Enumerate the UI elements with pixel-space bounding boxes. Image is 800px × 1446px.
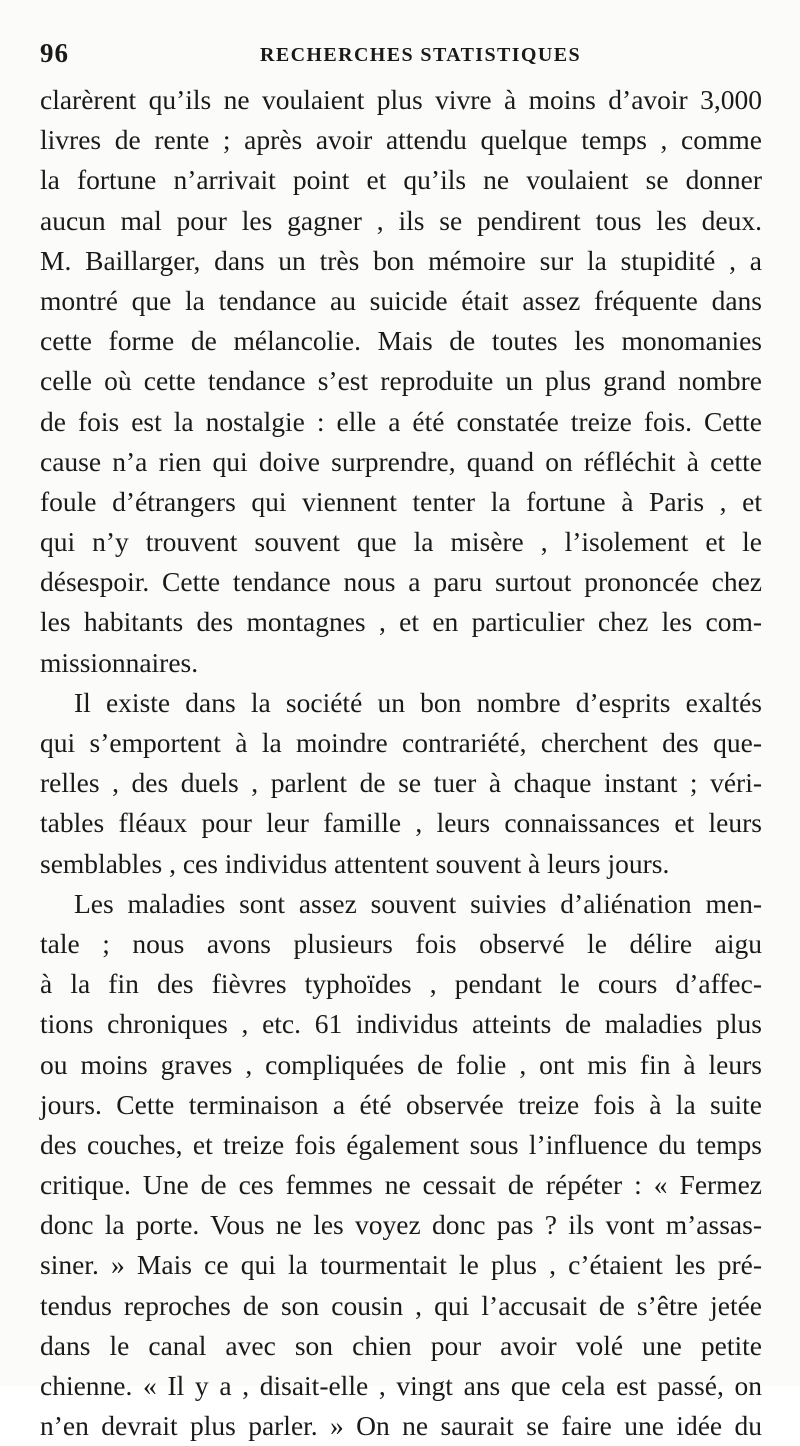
body-text <box>40 80 762 1446</box>
text-line: les habitants des montagnes , et en particulier chez les com- <box>40 606 762 638</box>
text-line: de fois est la nostalgie : elle a été constatée treize fois. Cette <box>40 405 762 437</box>
text-line: qui s’emportent à la moindre contrariété, cherchent des que- <box>40 727 762 758</box>
text-line: dans le canal avec son chien pour avoir volé une petite <box>40 1329 762 1361</box>
text-line: tions chroniques , etc. 61 individus atteints de maladies plus <box>40 1008 762 1040</box>
text-line: critique. Une de ces femmes ne cessait de répéter : « Fermez <box>40 1169 762 1201</box>
text-line: missionnaires. <box>40 646 199 678</box>
page-header <box>40 38 760 72</box>
text-line: qui n’y trouvent souvent que la misère , l’isolement et le <box>40 526 762 558</box>
text-line: Il existe dans la société un bon nombre d’esprits exaltés <box>74 686 762 718</box>
text-line: celle où cette tendance s’est reproduite un plus grand nombre <box>40 365 762 397</box>
text-line: ou moins graves , compliquées de folie , ont mis fin à leurs <box>40 1048 762 1080</box>
text-line: aucun mal pour les gagner , ils se pendirent tous les deux. <box>40 204 762 236</box>
text-line: chienne. « Il y a , disait-elle , vingt ans que cela est passé, on <box>40 1370 762 1401</box>
text-line: à la fin des fièvres typhoïdes , pendant le cours d’affec- <box>40 968 762 1000</box>
text-line: semblables , ces individus attentent souvent à leurs jours. <box>40 847 670 879</box>
text-line: cause n’a rien qui doive surprendre, quand on réfléchit à cette <box>40 445 762 477</box>
page-number: 96 <box>40 38 69 68</box>
text-line: tables fléaux pour leur famille , leurs connaissances et leurs <box>40 807 762 839</box>
text-line: clarèrent qu’ils ne voulaient plus vivre à moins d’avoir 3,000 <box>40 84 762 115</box>
text-line: cette forme de mélancolie. Mais de toutes les monomanies <box>40 325 762 357</box>
running-head: RECHERCHES STATISTIQUES <box>260 44 581 66</box>
text-line: siner. » Mais ce qui la tourmentait le plus , c’étaient les pré- <box>40 1249 762 1281</box>
text-line: jours. Cette terminaison a été observée treize fois à la suite <box>40 1088 762 1120</box>
text-line: Les maladies sont assez souvent suivies d’aliénation men- <box>74 887 762 919</box>
text-line: la fortune n’arrivait point et qu’ils ne voulaient se donner <box>40 164 762 196</box>
text-line: désespoir. Cette tendance nous a paru surtout prononcée chez <box>40 566 762 598</box>
text-line: des couches, et treize fois également sous l’influence du temps <box>40 1128 762 1160</box>
text-line: tale ; nous avons plusieurs fois observé le délire aigu <box>40 927 762 959</box>
text-line: n’en devrait plus parler. » On ne saurait se faire une idée du <box>40 1410 762 1442</box>
text-line: tendus reproches de son cousin , qui l’accusait de s’être jetée <box>40 1289 762 1321</box>
text-line: foule d’étrangers qui viennent tenter la fortune à Paris , et <box>40 485 762 517</box>
text-line: donc la porte. Vous ne les voyez donc pas ? ils vont m’assas- <box>40 1209 762 1241</box>
text-line: M. Baillarger, dans un très bon mémoire sur la stupidité , a <box>40 244 762 276</box>
text-line: montré que la tendance au suicide était assez fréquente dans <box>40 284 762 316</box>
text-line: relles , des duels , parlent de se tuer à chaque instant ; véri- <box>40 767 762 799</box>
text-line: livres de rente ; après avoir attendu quelque temps , comme <box>40 124 762 156</box>
